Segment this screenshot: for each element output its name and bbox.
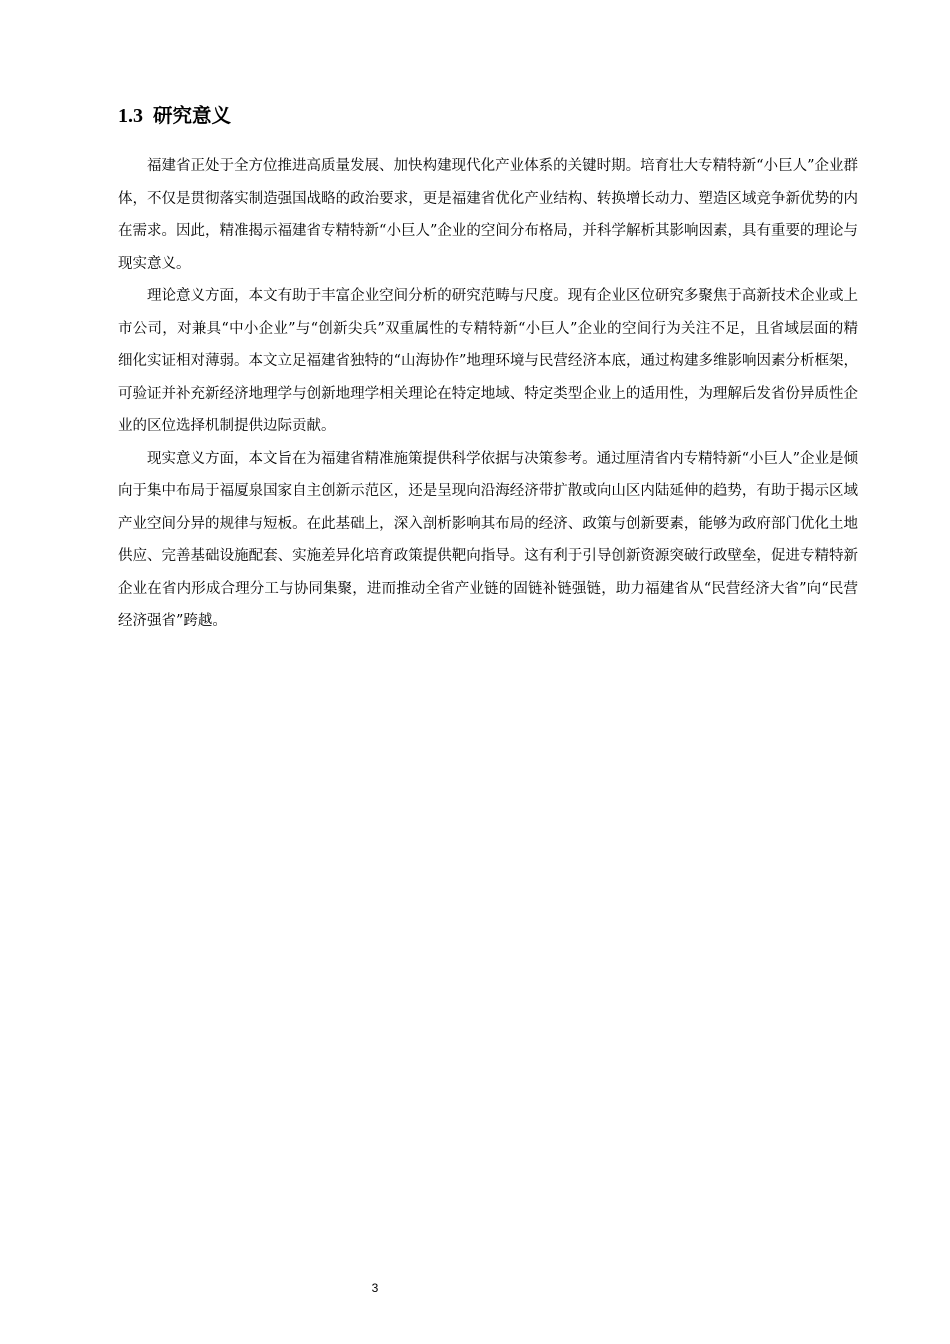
section-number: 1.3 — [118, 105, 143, 127]
body-text — [118, 150, 858, 638]
section-heading — [118, 100, 231, 132]
paragraph-practical-significance: 现实意义方面，本文旨在为福建省精准施策提供科学依据与决策参考。通过厘清省内专精特新“小巨人”企业是倾向于集中布局于福厦泉国家自主创新示范区，还是呈现向沿海经济带扩散或向山区内陆延伸的趋势，有助于揭示区域产业空间分异的规律与短板。在此基础上，深入剖析影响其布局的经济、政策与创新要素，能够为政府部门优化土地供应、完善基础设施配套、实施差异化培育政策提供靶向指导。这有利于引导创新资源突破行政壁垒，促进专精特新企业在省内形成合理分工与协同集聚，进而推动全省产业链的固链补链强链，助力福建省从“民营经济大省”向“民营经济强省”跨越。 — [118, 450, 858, 629]
page-number: 3 — [371, 1281, 379, 1295]
paragraph-background: 福建省正处于全方位推进高质量发展、加快构建现代化产业体系的关键时期。培育壮大专精特新“小巨人”企业群体，不仅是贯彻落实制造强国战略的政治要求，更是福建省优化产业结构、转换增长动力、塑造区域竞争新优势的内在需求。因此，精准揭示福建省专精特新“小巨人”企业的空间分布格局，并科学解析其影响因素，具有重要的理论与现实意义。 — [118, 158, 858, 272]
paragraph-theoretical-significance: 理论意义方面，本文有助于丰富企业空间分析的研究范畴与尺度。现有企业区位研究多聚焦于高新技术企业或上市公司，对兼具“中小企业”与“创新尖兵”双重属性的专精特新“小巨人”企业的空间行为关注不足，且省域层面的精细化实证相对薄弱。本文立足福建省独特的“山海协作”地理环境与民营经济本底，通过构建多维影响因素分析框架，可验证并补充新经济地理学与创新地理学相关理论在特定地域、特定类型企业上的适用性，为理解后发省份异质性企业的区位选择机制提供边际贡献。 — [118, 288, 858, 434]
section-title: 研究意义 — [153, 104, 232, 127]
